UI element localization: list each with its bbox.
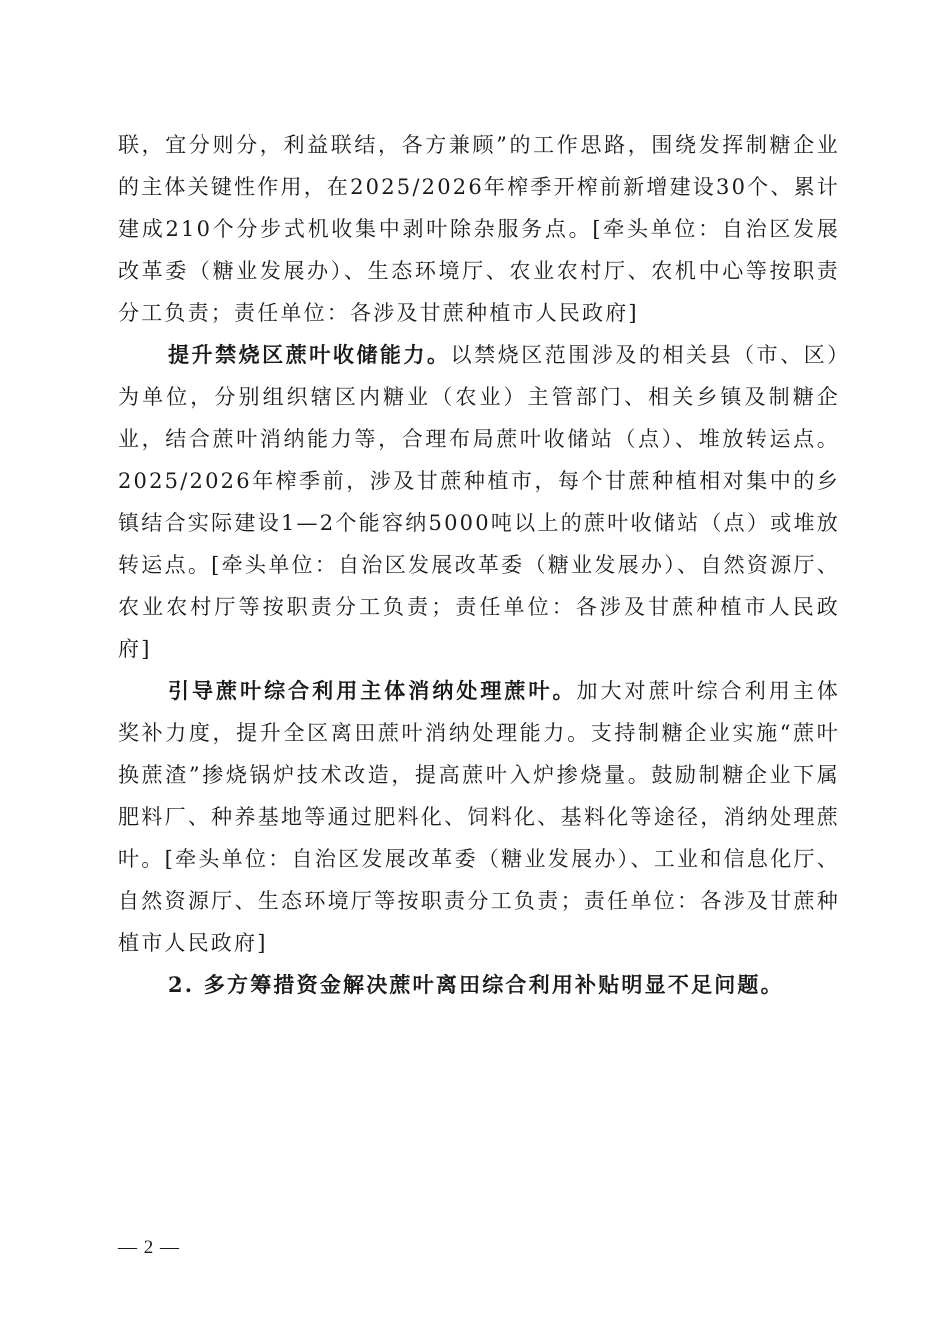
paragraph-utilization-entities-text: 加大对蔗叶综合利用主体奖补力度，提升全区离田蔗叶消纳处理能力。支持制糖企业实施“蔗叶换蔗渣”掺烧锅炉技术改造，提高蔗叶入炉掺烧量。鼓励制糖企业下属肥料厂、种养基地等通过肥料化、饲料化、基料化等途径，消纳处理蔗叶。[牵头单位：自治区发展改革委（糖业发展办）、工业和信息化厅、自然资源厅、生态环境厅等按职责分工负责；责任单位：各涉及甘蔗种植市人民政府]	[118, 679, 840, 955]
paragraph-utilization-entities	[118, 670, 840, 964]
paragraph-storage-capacity-lead: 提升禁烧区蔗叶收储能力。	[168, 343, 451, 367]
section-heading: 2. 多方筹措资金解决蔗叶离田综合利用补贴明显不足问题。	[168, 972, 784, 997]
paragraph-storage-capacity	[118, 334, 840, 670]
document-body	[118, 124, 840, 1006]
paragraph-continuation-text: 联，宜分则分，利益联结，各方兼顾”的工作思路，围绕发挥制糖企业的主体关键性作用，在2025/2026年榨季开榨前新增建设30个、累计建成210个分步式机收集中剥叶除杂服务点。[牵头单位：自治区发展改革委（糖业发展办）、生态环境厅、农业农村厅、农机中心等按职责分工负责；责任单位：各涉及甘蔗种植市人民政府]	[118, 133, 840, 325]
paragraph-continuation	[118, 124, 840, 334]
page-number: — 2 —	[118, 1237, 180, 1258]
paragraph-storage-capacity-text: 以禁烧区范围涉及的相关县（市、区）为单位，分别组织辖区内糖业（农业）主管部门、相关乡镇及制糖企业，结合蔗叶消纳能力等，合理布局蔗叶收储站（点）、堆放转运点。2025/2026年榨季前，涉及甘蔗种植市，每个甘蔗种植相对集中的乡镇结合实际建设1—2个能容纳5000吨以上的蔗叶收储站（点）或堆放转运点。[牵头单位：自治区发展改革委（糖业发展办）、自然资源厅、农业农村厅等按职责分工负责；责任单位：各涉及甘蔗种植市人民政府]	[118, 343, 840, 661]
paragraph-utilization-entities-lead: 引导蔗叶综合利用主体消纳处理蔗叶。	[168, 679, 577, 703]
